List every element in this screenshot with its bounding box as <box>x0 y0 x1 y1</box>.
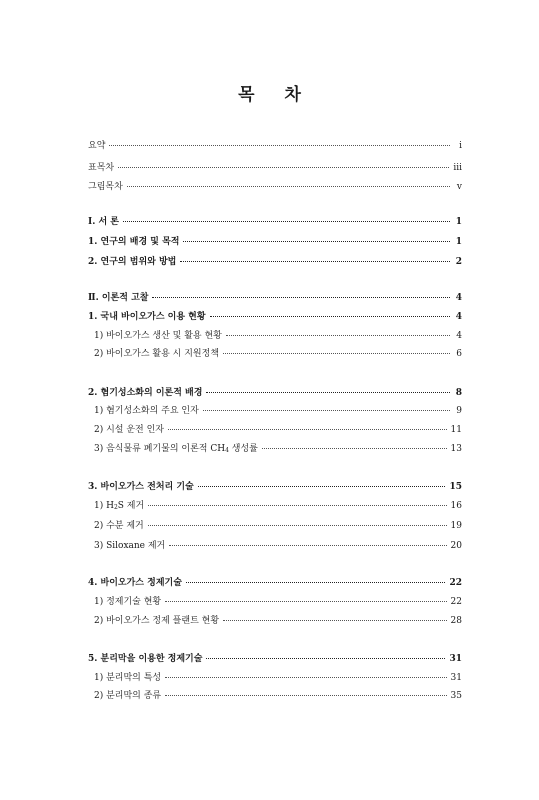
toc-leader <box>198 486 446 487</box>
page-title <box>0 80 539 105</box>
toc-label: 2) 바이오가스 정제 플랜트 현황 <box>94 616 220 626</box>
toc-label: 5. 분리막을 이용한 정제기술 <box>88 654 203 664</box>
toc-label: 1) 혐기성소화의 주요 인자 <box>94 406 199 416</box>
toc-page: 13 <box>450 444 462 454</box>
toc-leader <box>223 620 447 621</box>
toc-page: 31 <box>449 654 462 664</box>
toc-page: 9 <box>456 406 462 416</box>
toc-leader <box>186 582 446 583</box>
title-char-1: 목 <box>238 85 255 105</box>
toc-page: 2 <box>455 257 462 267</box>
toc-label: 1) 분리막의 특성 <box>94 673 162 683</box>
toc-page: 8 <box>455 388 462 398</box>
toc-page: 15 <box>449 482 462 492</box>
toc-subsection-2-3-2[interactable] <box>94 520 462 532</box>
toc-leader <box>152 297 450 298</box>
toc-leader <box>165 695 446 696</box>
toc-leader <box>165 677 446 678</box>
title-char-2: 차 <box>284 85 301 105</box>
toc-label: 1) 바이오가스 생산 및 활용 현황 <box>94 331 222 341</box>
toc-chapter-2[interactable] <box>88 292 462 304</box>
toc-label: 3) Siloxane 제거 <box>94 541 166 551</box>
toc-label: 3) 음식물류 폐기물의 이론적 $CH_4$ 생성률 <box>94 444 258 454</box>
toc-subsection-2-3-3[interactable] <box>94 540 462 552</box>
toc-entry-table-list[interactable] <box>88 162 462 174</box>
toc-section-2-2[interactable] <box>88 387 462 399</box>
toc-leader <box>148 505 446 506</box>
toc-label: Ⅰ. 서 론 <box>88 217 119 227</box>
toc-leader <box>169 545 446 546</box>
toc-label: Ⅱ. 이론적 고찰 <box>88 293 149 303</box>
toc-leader <box>262 448 447 449</box>
toc-label: 4. 바이오가스 정제기술 <box>88 578 182 588</box>
toc-label: 1. 연구의 배경 및 목적 <box>88 237 180 247</box>
toc-section-1-1[interactable] <box>88 236 462 248</box>
toc-leader <box>123 221 450 222</box>
toc-page: 1 <box>455 237 462 247</box>
toc-label: 2) 바이오가스 활용 시 지원정책 <box>94 349 220 359</box>
toc-leader <box>168 429 447 430</box>
toc-page: 6 <box>456 349 462 359</box>
toc-section-2-3[interactable] <box>88 481 462 493</box>
toc-page: 16 <box>450 501 462 511</box>
toc-subsection-2-1-1[interactable] <box>94 330 462 342</box>
toc-page: 22 <box>449 578 462 588</box>
toc-page: i <box>459 141 462 151</box>
toc-subsection-2-2-2[interactable] <box>94 424 462 436</box>
toc-page: 22 <box>450 597 462 607</box>
toc-label: 그림목차 <box>88 182 123 192</box>
toc-page: iii <box>453 163 462 173</box>
toc-section-1-2[interactable] <box>88 256 462 268</box>
toc-label: 2. 연구의 범위와 방법 <box>88 257 177 267</box>
toc-leader <box>206 658 445 659</box>
toc-chapter-1[interactable] <box>88 216 462 228</box>
toc-page: 4 <box>455 293 462 303</box>
toc-leader <box>109 145 450 146</box>
toc-page: 4 <box>455 312 462 322</box>
toc-section-2-4[interactable] <box>88 577 462 589</box>
toc-leader <box>118 167 449 168</box>
toc-leader <box>183 241 450 242</box>
toc-page: 11 <box>450 425 462 435</box>
toc-leader <box>206 392 450 393</box>
toc-page: 4 <box>456 331 462 341</box>
toc-leader <box>148 525 447 526</box>
toc-leader <box>165 601 446 602</box>
toc-entry-figure-list[interactable] <box>88 181 462 193</box>
toc-label: 1) $H_2S$ 제거 <box>94 501 145 511</box>
toc-section-2-1[interactable] <box>88 311 462 323</box>
toc-entry-summary[interactable] <box>88 140 462 152</box>
toc-subsection-2-3-1[interactable] <box>94 500 462 512</box>
toc-subsection-2-5-1[interactable] <box>94 672 462 684</box>
toc-page: 28 <box>450 616 462 626</box>
toc-page: 35 <box>450 691 462 701</box>
toc-label: 3. 바이오가스 전처리 기술 <box>88 482 194 492</box>
toc-subsection-2-4-2[interactable] <box>94 615 462 627</box>
toc-page: 20 <box>450 541 462 551</box>
toc-leader <box>226 335 450 336</box>
toc-leader <box>203 410 450 411</box>
toc-page: 31 <box>450 673 462 683</box>
toc-label: 2. 혐기성소화의 이론적 배경 <box>88 388 203 398</box>
toc-label: 2) 분리막의 종류 <box>94 691 162 701</box>
toc-page: 19 <box>450 521 462 531</box>
toc-page: 1 <box>455 217 462 227</box>
toc-subsection-2-5-2[interactable] <box>94 690 462 702</box>
toc-leader <box>210 316 450 317</box>
toc-section-2-5[interactable] <box>88 653 462 665</box>
toc-leader <box>180 261 450 262</box>
toc-subsection-2-1-2[interactable] <box>94 348 462 360</box>
toc-label: 표목차 <box>88 163 115 173</box>
toc-subsection-2-4-1[interactable] <box>94 596 462 608</box>
toc-leader <box>223 353 450 354</box>
toc-label: 요약 <box>88 141 106 151</box>
toc-label: 2) 수분 제거 <box>94 521 144 531</box>
toc-label: 1) 정제기술 현황 <box>94 597 162 607</box>
toc-leader <box>127 186 450 187</box>
toc-label: 2) 시설 운전 인자 <box>94 425 164 435</box>
toc-label: 1. 국내 바이오가스 이용 현황 <box>88 312 206 322</box>
toc-subsection-2-2-1[interactable] <box>94 405 462 417</box>
toc-subsection-2-2-3[interactable] <box>94 443 462 455</box>
toc-page: v <box>456 182 462 192</box>
